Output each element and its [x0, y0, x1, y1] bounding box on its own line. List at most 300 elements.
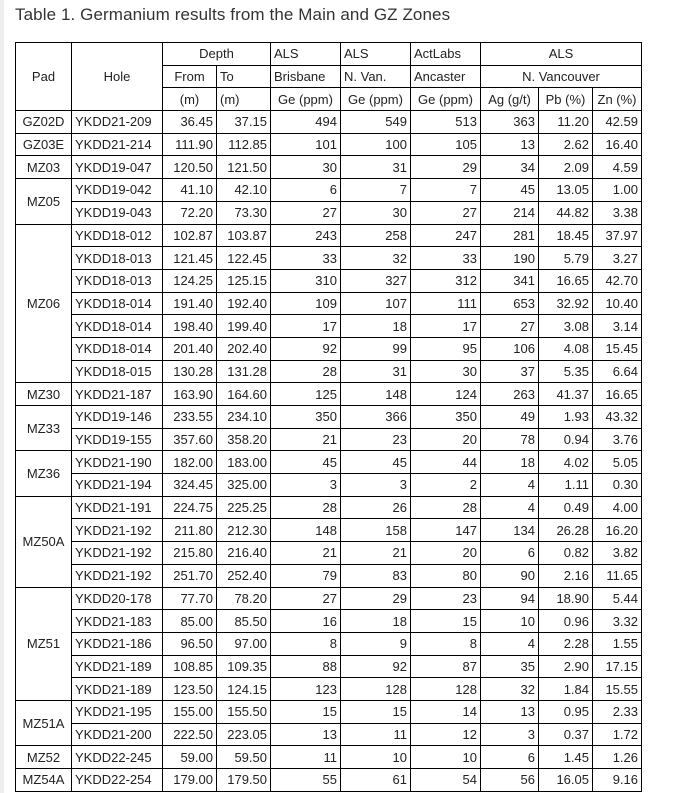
- cell-from: 108.85: [163, 655, 217, 678]
- table-row: [16, 337, 642, 360]
- cell-pb: 2.28: [539, 632, 593, 655]
- cell-hole: YKDD21-186: [72, 632, 163, 655]
- cell-ge-brisbane: 21: [271, 542, 341, 565]
- cell-from: 102.87: [163, 224, 217, 247]
- header-hole: Hole: [72, 43, 163, 111]
- cell-ag: 214: [481, 201, 539, 224]
- cell-from: 182.00: [163, 451, 217, 474]
- cell-pb: 26.28: [539, 519, 593, 542]
- cell-ge-nvan: 21: [341, 542, 411, 565]
- cell-ag: 6: [481, 746, 539, 769]
- cell-zn: 43.32: [593, 406, 642, 429]
- cell-zn: 5.44: [593, 587, 642, 610]
- table-row: [16, 700, 642, 723]
- cell-pad: MZ30: [16, 383, 72, 406]
- cell-from: 179.00: [163, 769, 217, 792]
- cell-from: 191.40: [163, 292, 217, 315]
- cell-pb: 0.49: [539, 496, 593, 519]
- cell-from: 41.10: [163, 179, 217, 202]
- cell-ge-ancaster: 14: [411, 700, 481, 723]
- cell-ag: 341: [481, 269, 539, 292]
- cell-zn: 11.65: [593, 564, 642, 587]
- header-lab-nvan: ALS: [341, 43, 411, 66]
- table-row: [16, 383, 642, 406]
- cell-ag: 13: [481, 133, 539, 156]
- table-row: [16, 678, 642, 701]
- cell-hole: YKDD20-178: [72, 587, 163, 610]
- table-row: [16, 156, 642, 179]
- cell-pad: MZ51: [16, 587, 72, 700]
- cell-zn: 3.82: [593, 542, 642, 565]
- table-row: [16, 201, 642, 224]
- cell-zn: 3.27: [593, 247, 642, 270]
- cell-ge-ancaster: 33: [411, 247, 481, 270]
- table-row: [16, 564, 642, 587]
- cell-ge-brisbane: 79: [271, 564, 341, 587]
- cell-to: 183.00: [217, 451, 271, 474]
- cell-from: 111.90: [163, 133, 217, 156]
- table-row: [16, 451, 642, 474]
- cell-ge-nvan: 29: [341, 587, 411, 610]
- cell-ge-brisbane: 45: [271, 451, 341, 474]
- cell-ge-ancaster: 147: [411, 519, 481, 542]
- table-body: [16, 111, 642, 792]
- header-from: From: [163, 65, 217, 88]
- cell-ge-nvan: 18: [341, 315, 411, 338]
- cell-ag: 32: [481, 678, 539, 701]
- cell-ag: 94: [481, 587, 539, 610]
- cell-ge-brisbane: 3: [271, 474, 341, 497]
- cell-zn: 4.00: [593, 496, 642, 519]
- cell-pb: 44.82: [539, 201, 593, 224]
- cell-ge-brisbane: 6: [271, 179, 341, 202]
- cell-pb: 0.95: [539, 700, 593, 723]
- cell-ag: 3: [481, 723, 539, 746]
- cell-ge-nvan: 327: [341, 269, 411, 292]
- cell-ge-nvan: 15: [341, 700, 411, 723]
- table-row: [16, 746, 642, 769]
- table-row: [16, 111, 642, 134]
- cell-ge-nvan: 45: [341, 451, 411, 474]
- cell-to: 216.40: [217, 542, 271, 565]
- cell-ge-brisbane: 101: [271, 133, 341, 156]
- cell-pad: MZ06: [16, 224, 72, 383]
- cell-pad: MZ50A: [16, 496, 72, 587]
- cell-ag: 13: [481, 700, 539, 723]
- table-row: [16, 655, 642, 678]
- cell-ge-nvan: 30: [341, 201, 411, 224]
- cell-hole: YKDD21-192: [72, 564, 163, 587]
- table-row: [16, 542, 642, 565]
- cell-pb: 16.65: [539, 269, 593, 292]
- cell-zn: 16.20: [593, 519, 642, 542]
- header-ge-nvan: Ge (ppm): [341, 88, 411, 111]
- cell-ag: 10: [481, 610, 539, 633]
- cell-pad: MZ05: [16, 179, 72, 224]
- cell-to: 325.00: [217, 474, 271, 497]
- table-row: [16, 406, 642, 429]
- cell-ge-brisbane: 30: [271, 156, 341, 179]
- header-location-nvan: N. Van.: [341, 65, 411, 88]
- cell-ge-brisbane: 92: [271, 337, 341, 360]
- germanium-results-table: [15, 42, 642, 792]
- cell-to: 97.00: [217, 632, 271, 655]
- cell-hole: YKDD21-189: [72, 678, 163, 701]
- cell-ge-brisbane: 28: [271, 496, 341, 519]
- cell-ge-nvan: 83: [341, 564, 411, 587]
- cell-to: 109.35: [217, 655, 271, 678]
- table-header: [16, 43, 642, 111]
- cell-ge-brisbane: 15: [271, 700, 341, 723]
- cell-ge-ancaster: 29: [411, 156, 481, 179]
- cell-hole: YKDD18-015: [72, 360, 163, 383]
- cell-ge-ancaster: 87: [411, 655, 481, 678]
- cell-hole: YKDD19-042: [72, 179, 163, 202]
- cell-to: 179.50: [217, 769, 271, 792]
- cell-pb: 16.05: [539, 769, 593, 792]
- cell-ge-brisbane: 27: [271, 587, 341, 610]
- cell-ge-ancaster: 12: [411, 723, 481, 746]
- cell-ag: 263: [481, 383, 539, 406]
- cell-hole: YKDD21-209: [72, 111, 163, 134]
- cell-to: 85.50: [217, 610, 271, 633]
- cell-ge-brisbane: 33: [271, 247, 341, 270]
- cell-ge-nvan: 366: [341, 406, 411, 429]
- page-edge: [0, 0, 4, 793]
- cell-hole: YKDD18-012: [72, 224, 163, 247]
- cell-zn: 10.40: [593, 292, 642, 315]
- cell-ge-nvan: 61: [341, 769, 411, 792]
- cell-ge-ancaster: 8: [411, 632, 481, 655]
- header-pb: Pb (%): [539, 88, 593, 111]
- table-row: [16, 474, 642, 497]
- cell-ge-nvan: 7: [341, 179, 411, 202]
- cell-to: 131.28: [217, 360, 271, 383]
- cell-zn: 16.40: [593, 133, 642, 156]
- cell-ge-nvan: 148: [341, 383, 411, 406]
- cell-ge-brisbane: 88: [271, 655, 341, 678]
- cell-ge-ancaster: 10: [411, 746, 481, 769]
- cell-from: 224.75: [163, 496, 217, 519]
- cell-ge-ancaster: 124: [411, 383, 481, 406]
- cell-from: 324.45: [163, 474, 217, 497]
- header-unit-to: (m): [217, 88, 271, 111]
- cell-to: 202.40: [217, 337, 271, 360]
- cell-to: 225.25: [217, 496, 271, 519]
- cell-from: 130.28: [163, 360, 217, 383]
- cell-ge-nvan: 18: [341, 610, 411, 633]
- header-lab-nvancouver: ALS: [481, 43, 642, 66]
- table-row: [16, 610, 642, 633]
- table-row: [16, 247, 642, 270]
- cell-zn: 9.16: [593, 769, 642, 792]
- cell-hole: YKDD21-192: [72, 519, 163, 542]
- cell-ge-brisbane: 16: [271, 610, 341, 633]
- cell-zn: 1.26: [593, 746, 642, 769]
- cell-hole: YKDD21-195: [72, 700, 163, 723]
- header-ge-ancaster: Ge (ppm): [411, 88, 481, 111]
- cell-hole: YKDD21-192: [72, 542, 163, 565]
- cell-hole: YKDD19-043: [72, 201, 163, 224]
- cell-ge-nvan: 158: [341, 519, 411, 542]
- cell-hole: YKDD21-189: [72, 655, 163, 678]
- cell-from: 357.60: [163, 428, 217, 451]
- cell-zn: 17.15: [593, 655, 642, 678]
- cell-ag: 90: [481, 564, 539, 587]
- header-lab-ancaster: ActLabs: [411, 43, 481, 66]
- table-row: [16, 269, 642, 292]
- cell-ge-brisbane: 243: [271, 224, 341, 247]
- cell-ge-nvan: 92: [341, 655, 411, 678]
- cell-ag: 4: [481, 496, 539, 519]
- cell-hole: YKDD21-187: [72, 383, 163, 406]
- cell-ge-brisbane: 17: [271, 315, 341, 338]
- cell-zn: 1.72: [593, 723, 642, 746]
- cell-hole: YKDD19-146: [72, 406, 163, 429]
- cell-from: 198.40: [163, 315, 217, 338]
- cell-ge-ancaster: 7: [411, 179, 481, 202]
- table-row: [16, 769, 642, 792]
- cell-to: 155.50: [217, 700, 271, 723]
- cell-ge-brisbane: 310: [271, 269, 341, 292]
- cell-ag: 49: [481, 406, 539, 429]
- cell-hole: YKDD18-014: [72, 292, 163, 315]
- table-row: [16, 587, 642, 610]
- cell-hole: YKDD21-214: [72, 133, 163, 156]
- header-location-ancaster: Ancaster: [411, 65, 481, 88]
- cell-ge-ancaster: 247: [411, 224, 481, 247]
- cell-pb: 1.45: [539, 746, 593, 769]
- cell-ge-brisbane: 13: [271, 723, 341, 746]
- cell-ge-ancaster: 20: [411, 542, 481, 565]
- cell-ag: 106: [481, 337, 539, 360]
- cell-from: 85.00: [163, 610, 217, 633]
- cell-pb: 13.05: [539, 179, 593, 202]
- cell-ag: 281: [481, 224, 539, 247]
- cell-pb: 2.16: [539, 564, 593, 587]
- cell-ag: 56: [481, 769, 539, 792]
- cell-ag: 134: [481, 519, 539, 542]
- cell-ge-nvan: 99: [341, 337, 411, 360]
- cell-pb: 32.92: [539, 292, 593, 315]
- cell-ag: 190: [481, 247, 539, 270]
- cell-pb: 1.93: [539, 406, 593, 429]
- cell-pb: 2.90: [539, 655, 593, 678]
- cell-hole: YKDD22-254: [72, 769, 163, 792]
- cell-ag: 6: [481, 542, 539, 565]
- cell-ge-ancaster: 105: [411, 133, 481, 156]
- cell-hole: YKDD18-013: [72, 247, 163, 270]
- cell-ge-brisbane: 21: [271, 428, 341, 451]
- cell-zn: 16.65: [593, 383, 642, 406]
- cell-ag: 27: [481, 315, 539, 338]
- cell-from: 121.45: [163, 247, 217, 270]
- cell-pb: 0.37: [539, 723, 593, 746]
- cell-pb: 2.62: [539, 133, 593, 156]
- cell-pb: 18.90: [539, 587, 593, 610]
- cell-to: 112.85: [217, 133, 271, 156]
- cell-ge-nvan: 11: [341, 723, 411, 746]
- cell-to: 223.05: [217, 723, 271, 746]
- cell-ge-brisbane: 350: [271, 406, 341, 429]
- cell-to: 37.15: [217, 111, 271, 134]
- header-zn: Zn (%): [593, 88, 642, 111]
- cell-to: 212.30: [217, 519, 271, 542]
- cell-to: 73.30: [217, 201, 271, 224]
- table-row: [16, 315, 642, 338]
- cell-ge-nvan: 10: [341, 746, 411, 769]
- cell-to: 124.15: [217, 678, 271, 701]
- cell-hole: YKDD21-183: [72, 610, 163, 633]
- cell-ge-nvan: 26: [341, 496, 411, 519]
- cell-to: 78.20: [217, 587, 271, 610]
- cell-ge-ancaster: 513: [411, 111, 481, 134]
- cell-to: 103.87: [217, 224, 271, 247]
- cell-ge-nvan: 549: [341, 111, 411, 134]
- cell-pb: 11.20: [539, 111, 593, 134]
- cell-hole: YKDD19-047: [72, 156, 163, 179]
- cell-pb: 1.11: [539, 474, 593, 497]
- cell-ge-nvan: 128: [341, 678, 411, 701]
- cell-ge-ancaster: 28: [411, 496, 481, 519]
- cell-pad: MZ03: [16, 156, 72, 179]
- cell-from: 120.50: [163, 156, 217, 179]
- cell-zn: 15.45: [593, 337, 642, 360]
- table-row: [16, 292, 642, 315]
- header-lab-brisbane: ALS: [271, 43, 341, 66]
- header-depth: Depth: [163, 43, 271, 66]
- cell-ge-brisbane: 28: [271, 360, 341, 383]
- cell-ge-ancaster: 312: [411, 269, 481, 292]
- cell-ag: 18: [481, 451, 539, 474]
- cell-pb: 3.08: [539, 315, 593, 338]
- cell-from: 222.50: [163, 723, 217, 746]
- cell-ge-brisbane: 148: [271, 519, 341, 542]
- cell-ge-nvan: 107: [341, 292, 411, 315]
- cell-pb: 5.35: [539, 360, 593, 383]
- cell-ge-nvan: 100: [341, 133, 411, 156]
- cell-ge-nvan: 9: [341, 632, 411, 655]
- cell-ge-ancaster: 95: [411, 337, 481, 360]
- cell-zn: 37.97: [593, 224, 642, 247]
- cell-pb: 4.02: [539, 451, 593, 474]
- header-ge-brisbane: Ge (ppm): [271, 88, 341, 111]
- cell-ge-brisbane: 123: [271, 678, 341, 701]
- cell-to: 358.20: [217, 428, 271, 451]
- cell-ge-brisbane: 11: [271, 746, 341, 769]
- cell-ag: 4: [481, 474, 539, 497]
- cell-pad: GZ03E: [16, 133, 72, 156]
- cell-from: 155.00: [163, 700, 217, 723]
- cell-from: 124.25: [163, 269, 217, 292]
- cell-zn: 2.33: [593, 700, 642, 723]
- cell-to: 164.60: [217, 383, 271, 406]
- cell-ge-ancaster: 350: [411, 406, 481, 429]
- cell-pb: 0.94: [539, 428, 593, 451]
- cell-to: 199.40: [217, 315, 271, 338]
- cell-ge-ancaster: 80: [411, 564, 481, 587]
- cell-to: 125.15: [217, 269, 271, 292]
- cell-from: 123.50: [163, 678, 217, 701]
- cell-hole: YKDD18-014: [72, 337, 163, 360]
- cell-pb: 2.09: [539, 156, 593, 179]
- cell-to: 59.50: [217, 746, 271, 769]
- cell-ge-brisbane: 8: [271, 632, 341, 655]
- cell-to: 121.50: [217, 156, 271, 179]
- cell-from: 96.50: [163, 632, 217, 655]
- cell-pb: 4.08: [539, 337, 593, 360]
- cell-ge-ancaster: 128: [411, 678, 481, 701]
- cell-pb: 18.45: [539, 224, 593, 247]
- cell-zn: 3.32: [593, 610, 642, 633]
- cell-pb: 0.96: [539, 610, 593, 633]
- cell-hole: YKDD19-155: [72, 428, 163, 451]
- cell-pad: GZ02D: [16, 111, 72, 134]
- cell-hole: YKDD18-014: [72, 315, 163, 338]
- cell-ge-ancaster: 30: [411, 360, 481, 383]
- cell-hole: YKDD21-191: [72, 496, 163, 519]
- cell-from: 215.80: [163, 542, 217, 565]
- cell-ge-nvan: 3: [341, 474, 411, 497]
- cell-ag: 37: [481, 360, 539, 383]
- table-row: [16, 428, 642, 451]
- cell-ge-nvan: 32: [341, 247, 411, 270]
- cell-zn: 15.55: [593, 678, 642, 701]
- cell-hole: YKDD21-200: [72, 723, 163, 746]
- cell-to: 234.10: [217, 406, 271, 429]
- cell-zn: 3.38: [593, 201, 642, 224]
- cell-pb: 0.82: [539, 542, 593, 565]
- cell-ag: 35: [481, 655, 539, 678]
- cell-zn: 1.55: [593, 632, 642, 655]
- cell-ge-ancaster: 15: [411, 610, 481, 633]
- cell-from: 233.55: [163, 406, 217, 429]
- header-location-brisbane: Brisbane: [271, 65, 341, 88]
- cell-pad: MZ52: [16, 746, 72, 769]
- table-row: [16, 519, 642, 542]
- cell-zn: 42.59: [593, 111, 642, 134]
- cell-ge-brisbane: 55: [271, 769, 341, 792]
- header-location-nvancouver: N. Vancouver: [481, 65, 642, 88]
- cell-ge-brisbane: 109: [271, 292, 341, 315]
- table-caption: Table 1. Germanium results from the Main and GZ Zones: [15, 5, 451, 24]
- cell-pb: 1.84: [539, 678, 593, 701]
- cell-ge-ancaster: 23: [411, 587, 481, 610]
- cell-pb: 41.37: [539, 383, 593, 406]
- table-row: [16, 360, 642, 383]
- cell-ag: 653: [481, 292, 539, 315]
- cell-hole: YKDD22-245: [72, 746, 163, 769]
- cell-pb: 5.79: [539, 247, 593, 270]
- cell-zn: 1.00: [593, 179, 642, 202]
- cell-pad: MZ36: [16, 451, 72, 496]
- cell-ag: 78: [481, 428, 539, 451]
- cell-ge-ancaster: 20: [411, 428, 481, 451]
- cell-pad: MZ33: [16, 406, 72, 451]
- cell-zn: 4.59: [593, 156, 642, 179]
- cell-from: 163.90: [163, 383, 217, 406]
- header-ag: Ag (g/t): [481, 88, 539, 111]
- cell-ge-ancaster: 27: [411, 201, 481, 224]
- cell-ge-brisbane: 125: [271, 383, 341, 406]
- cell-to: 122.45: [217, 247, 271, 270]
- cell-ge-ancaster: 54: [411, 769, 481, 792]
- header-pad: Pad: [16, 43, 72, 111]
- cell-zn: 3.76: [593, 428, 642, 451]
- header-row-labs: [16, 43, 642, 66]
- cell-from: 77.70: [163, 587, 217, 610]
- cell-from: 211.80: [163, 519, 217, 542]
